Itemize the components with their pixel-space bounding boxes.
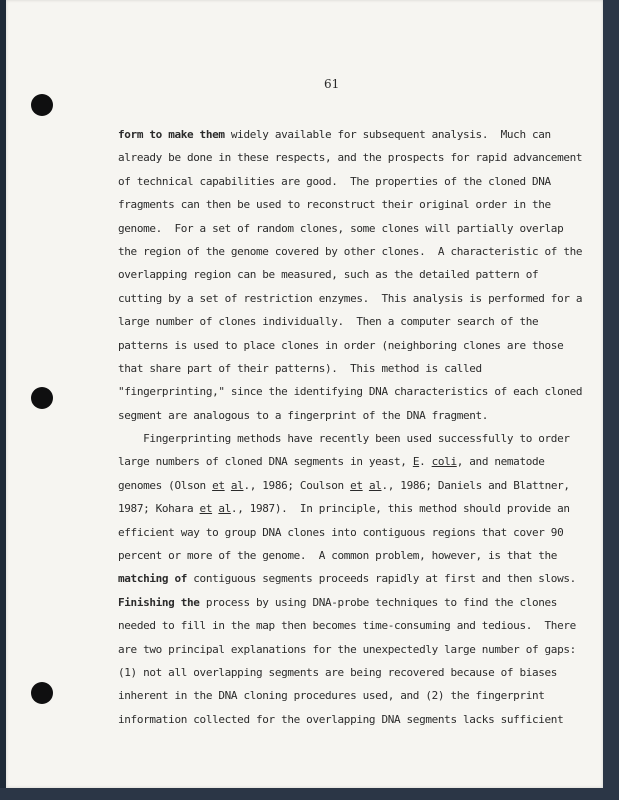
- text-line: [118, 310, 548, 333]
- text-run: the region of the genome covered by other clones. A characteristic of the: [118, 244, 583, 258]
- text-line: [118, 708, 564, 731]
- text-run: genomes (Olson: [118, 478, 213, 492]
- bold-text: form to: [118, 128, 169, 141]
- text-run: percent or more of the genome. A common problem, however, is that the: [118, 549, 558, 563]
- text-line: [118, 567, 576, 590]
- text-run: Fingerprinting methods have recently been used successfully to order: [118, 432, 570, 446]
- scan-background-bottom: [0, 788, 619, 800]
- text-line: [118, 123, 551, 146]
- text-run: already be done in these respects, and the prospects for rapid advancement: [118, 151, 583, 165]
- text-line: [118, 263, 548, 286]
- text-run: that share part of their patterns). This method is called: [118, 361, 482, 375]
- text-run: large numbers of cloned DNA segments in yeast,: [118, 455, 413, 469]
- text-run: contiguous segments proceeds rapidly at first and then slows.: [187, 572, 576, 586]
- text-run: efficient way to group DNA clones into contiguous regions that cover 90: [118, 525, 564, 539]
- text-run: of technical capabilities are good. The properties of the cloned DNA: [118, 174, 551, 188]
- text-line: [118, 240, 583, 263]
- text-run: segment are analogous to a fingerprint of the DNA fragment.: [118, 408, 489, 422]
- text-run: inherent in the DNA cloning procedures used, and (2) the fingerprint: [118, 689, 545, 703]
- binder-hole-bottom: [31, 682, 53, 704]
- text-line: [118, 404, 548, 427]
- text-run: .: [419, 455, 432, 469]
- text-run: are two principal explanations for the unexpectedly large number of gaps:: [118, 642, 576, 656]
- text-line: [118, 357, 548, 380]
- text-run: process by using DNA-probe techniques to find the clones: [199, 595, 558, 609]
- bold-text: matching of: [118, 572, 187, 586]
- text-line: [118, 217, 564, 240]
- text-run: needed to fill in the map then becomes time-consuming and tedious. There: [118, 619, 576, 633]
- underlined-text: coli: [431, 455, 457, 469]
- underlined-text: al: [368, 478, 382, 492]
- text-run: ., 1986; Daniels and Blattner,: [381, 478, 570, 492]
- text-run: ., 1987). In principle, this method should provide an: [230, 502, 570, 516]
- text-line: [118, 380, 583, 403]
- text-run: cutting by a set of restriction enzymes. This analysis is performed for a: [118, 291, 583, 305]
- binder-hole-middle: [31, 387, 53, 409]
- text-line: [118, 474, 570, 497]
- bold-text: make them: [168, 128, 225, 141]
- text-line: [118, 170, 551, 193]
- text-line: [118, 146, 583, 169]
- text-line: [118, 287, 583, 310]
- body-text: [118, 123, 583, 731]
- underlined-text: al: [230, 478, 244, 492]
- text-line: [118, 450, 548, 473]
- text-run: information collected for the overlapping DNA segments lacks sufficient: [118, 712, 564, 726]
- text-line: [118, 591, 558, 614]
- text-line: [118, 521, 564, 544]
- text-run: patterns is used to place clones in order (neighboring clones are those: [118, 338, 564, 352]
- binder-hole-top: [31, 94, 53, 116]
- underlined-text: et: [212, 478, 225, 492]
- text-line: [118, 684, 548, 707]
- text-run: (1) not all overlapping segments are being recovered because of biases: [118, 665, 558, 679]
- text-line: [118, 661, 558, 684]
- text-run: large number of clones individually. Then a computer search of the: [118, 315, 539, 329]
- text-run: fragments can then be used to reconstruct their original order in the: [118, 198, 551, 212]
- text-run: 1987; Kohara: [118, 502, 200, 516]
- text-line: [118, 638, 576, 661]
- underlined-text: E: [412, 455, 420, 469]
- underlined-text: et: [350, 478, 363, 492]
- text-line: [118, 427, 570, 450]
- page-number: 61: [324, 77, 340, 91]
- text-line: [118, 334, 564, 357]
- scan-background-right: [603, 0, 619, 800]
- text-run: , and nematode: [456, 455, 545, 469]
- underlined-text: et: [199, 502, 213, 516]
- text-run: overlapping region can be measured, such as the detailed pattern of: [118, 268, 539, 282]
- text-run: ., 1986; Coulson: [243, 478, 351, 492]
- text-run: "fingerprinting," since the identifying DNA characteristics of each cloned: [118, 385, 583, 399]
- text-line: [118, 193, 551, 216]
- text-run: widely available for subsequent analysis. Much can: [224, 128, 551, 141]
- text-line: [118, 614, 576, 637]
- bold-text: Finishing the: [118, 595, 200, 609]
- text-run: genome. For a set of random clones, some clones will partially overlap: [118, 221, 564, 235]
- text-line: [118, 544, 558, 567]
- underlined-text: al: [218, 502, 231, 516]
- text-line: [118, 497, 570, 520]
